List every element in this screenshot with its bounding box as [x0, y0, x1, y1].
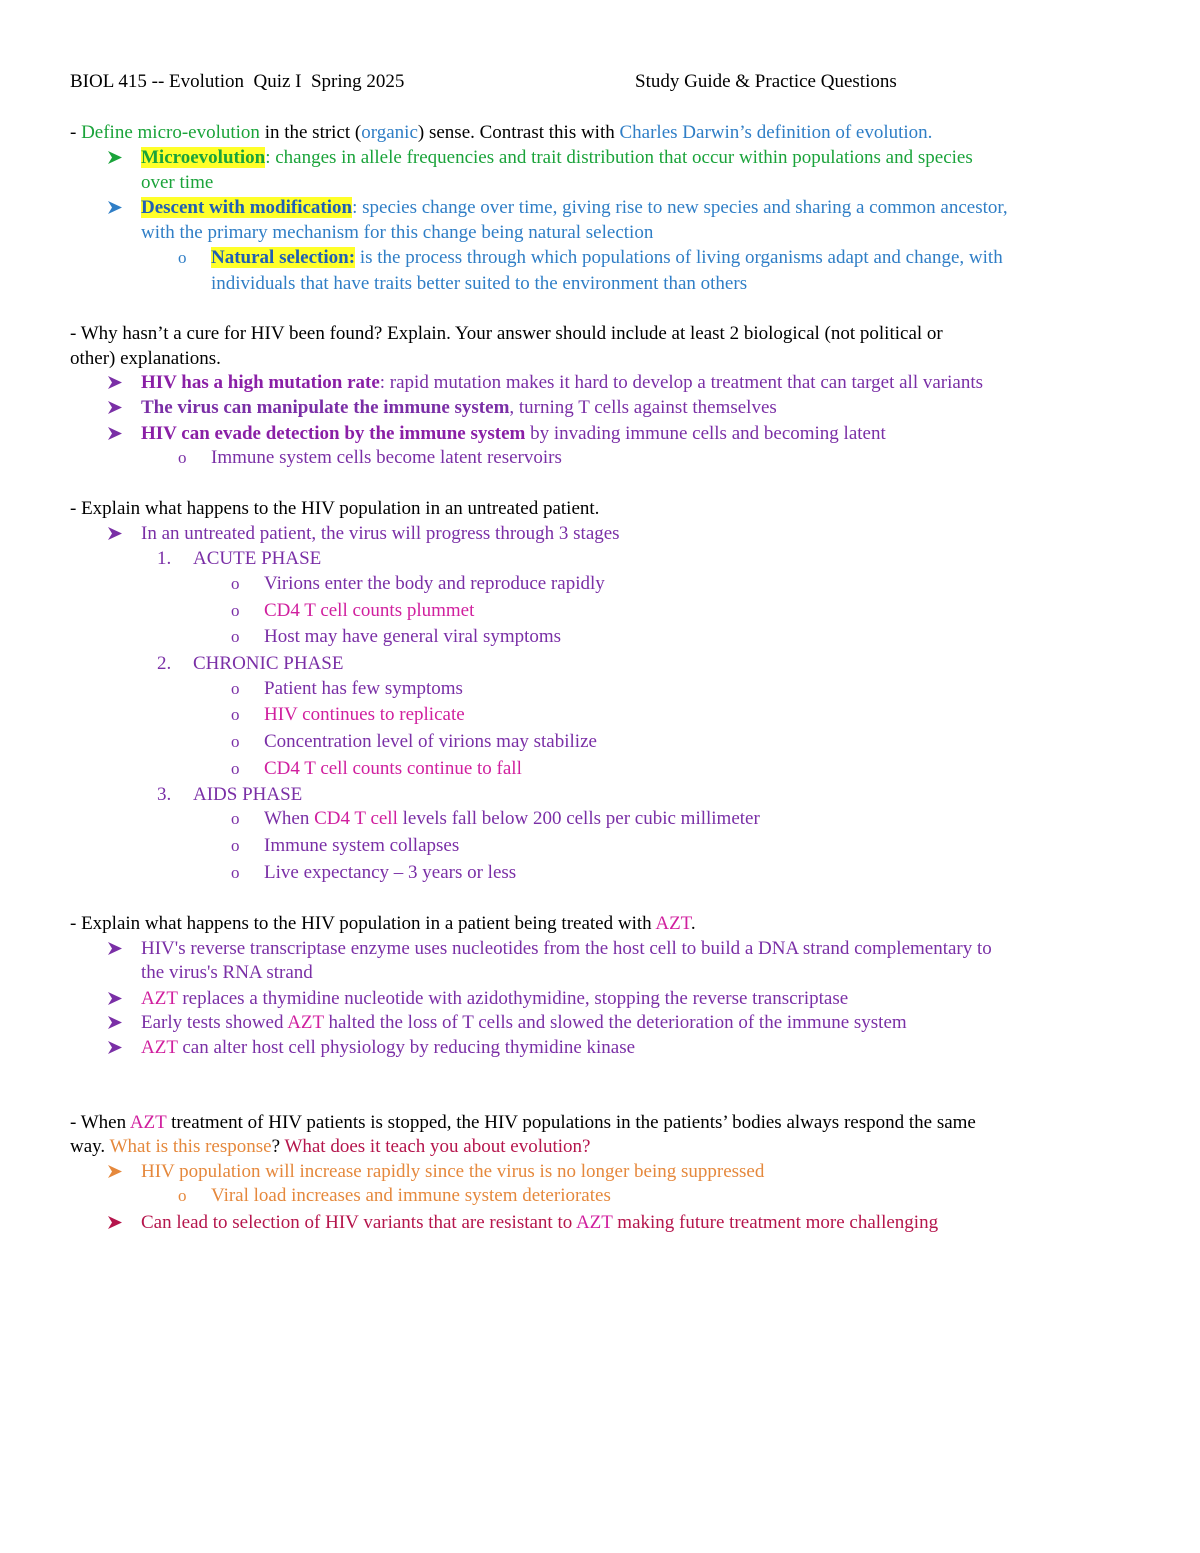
arrow-bullet-icon: [107, 195, 129, 220]
q4-bullet-host-physiology: AZT can alter host cell physiology by reducing thymidine kinase: [141, 1037, 636, 1058]
circle-bullet-icon: o: [178, 448, 187, 467]
phase-chronic: CHRONIC PHASE: [193, 653, 344, 674]
arrow-bullet-icon: [107, 145, 129, 170]
q1-bullet-descent-cont: with the primary mechanism for this change being natural selection: [141, 222, 654, 243]
arrow-bullet-icon: [107, 1210, 129, 1235]
circle-bullet-icon: o: [231, 705, 240, 724]
question-1: - Define micro-evolution in the strict (organic) sense. Contrast this with Charles Darwin’s definition of evolution.: [70, 122, 933, 143]
arrow-bullet-icon: [107, 936, 129, 961]
arrow-bullet-icon: [107, 521, 129, 546]
chronic-item-1: Patient has few symptoms: [264, 678, 463, 699]
chronic-item-3: Concentration level of virions may stabilize: [264, 731, 597, 752]
q4-bullet-reverse-transcriptase: HIV's reverse transcriptase enzyme uses nucleotides from the host cell to build a DNA strand complementary to: [141, 938, 992, 959]
q5-sub-viral-load: Viral load increases and immune system deteriorates: [211, 1185, 611, 1206]
acute-item-3: Host may have general viral symptoms: [264, 626, 562, 647]
question-5-line-2: way. What is this response? What does it teach you about evolution?: [70, 1136, 591, 1157]
q1-darwin: Charles Darwin’s definition of evolution.: [619, 122, 933, 143]
aids-item-3: Live expectancy – 3 years or less: [264, 862, 517, 883]
q4-bullet-azt-replaces: AZT replaces a thymidine nucleotide with azidothymidine, stopping the reverse transcriptase: [141, 988, 849, 1009]
acute-item-1: Virions enter the body and reproduce rapidly: [264, 573, 605, 594]
question-4: - Explain what happens to the HIV population in a patient being treated with AZT.: [70, 913, 696, 934]
chronic-item-4: CD4 T cell counts continue to fall: [264, 758, 522, 779]
circle-bullet-icon: o: [231, 601, 240, 620]
phase-2-number: 2.: [157, 653, 172, 674]
circle-bullet-icon: o: [231, 863, 240, 882]
phase-3-number: 3.: [157, 784, 172, 805]
q1-bullet-descent: Descent with modification: species change over time, giving rise to new species and sharing a common ancestor,: [141, 197, 1008, 218]
circle-bullet-icon: o: [178, 248, 187, 267]
q3-bullet-stages: In an untreated patient, the virus will progress through 3 stages: [141, 523, 620, 544]
phase-acute: ACUTE PHASE: [193, 548, 322, 569]
circle-bullet-icon: o: [231, 836, 240, 855]
question-5-line-1: - When AZT treatment of HIV patients is stopped, the HIV populations in the patients’ bodies always respond the same: [70, 1112, 976, 1133]
circle-bullet-icon: o: [231, 732, 240, 751]
course-title: BIOL 415 -- Evolution Quiz I Spring 2025: [70, 71, 405, 92]
acute-item-2: CD4 T cell counts plummet: [264, 600, 475, 621]
arrow-bullet-icon: [107, 1159, 129, 1184]
circle-bullet-icon: o: [231, 759, 240, 778]
q2-bullet-mutation: HIV has a high mutation rate: rapid mutation makes it hard to develop a treatment that can target all variants: [141, 372, 983, 393]
guide-title: Study Guide & Practice Questions: [635, 71, 897, 92]
phase-aids: AIDS PHASE: [193, 784, 303, 805]
question-2-line-2: other) explanations.: [70, 348, 221, 369]
q1-sub-natural-selection: Natural selection: is the process through which populations of living organisms adapt and change, with: [211, 247, 1003, 268]
document-header: [70, 71, 1150, 97]
q1-bullet-microevolution: Microevolution: changes in allele frequencies and trait distribution that occur within populations and species: [141, 147, 973, 168]
question-3: - Explain what happens to the HIV population in an untreated patient.: [70, 498, 600, 519]
arrow-bullet-icon: [107, 395, 129, 420]
arrow-bullet-icon: [107, 370, 129, 395]
arrow-bullet-icon: [107, 1010, 129, 1035]
circle-bullet-icon: o: [231, 627, 240, 646]
q1-bullet-microevolution-cont: over time: [141, 172, 214, 193]
chronic-item-2: HIV continues to replicate: [264, 704, 465, 725]
q1-define: Define micro-evolution: [81, 122, 260, 143]
question-2-line-1: - Why hasn’t a cure for HIV been found? Explain. Your answer should include at least 2 biological (not political or: [70, 323, 943, 344]
phase-1-number: 1.: [157, 548, 172, 569]
q2-sub-latent: Immune system cells become latent reservoirs: [211, 447, 562, 468]
aids-item-2: Immune system collapses: [264, 835, 460, 856]
q4-bullet-early-tests: Early tests showed AZT halted the loss of T cells and slowed the deterioration of the immune system: [141, 1012, 907, 1033]
circle-bullet-icon: o: [231, 809, 240, 828]
circle-bullet-icon: o: [178, 1186, 187, 1205]
arrow-bullet-icon: [107, 1035, 129, 1060]
q1-organic: organic: [361, 122, 418, 143]
q5-bullet-increase: HIV population will increase rapidly since the virus is no longer being suppressed: [141, 1161, 765, 1182]
aids-item-1: When CD4 T cell levels fall below 200 cells per cubic millimeter: [264, 808, 760, 829]
q1-sub-natural-selection-cont: individuals that have traits better suited to the environment than others: [211, 273, 748, 294]
arrow-bullet-icon: [107, 421, 129, 446]
circle-bullet-icon: o: [231, 679, 240, 698]
q2-bullet-manipulate: The virus can manipulate the immune system, turning T cells against themselves: [141, 397, 777, 418]
q4-bullet-reverse-transcriptase-cont: the virus's RNA strand: [141, 962, 313, 983]
circle-bullet-icon: o: [231, 574, 240, 593]
arrow-bullet-icon: [107, 986, 129, 1011]
q2-bullet-evade: HIV can evade detection by the immune system by invading immune cells and becoming latent: [141, 423, 886, 444]
q5-bullet-selection: Can lead to selection of HIV variants that are resistant to AZT making future treatment more challenging: [141, 1212, 939, 1233]
